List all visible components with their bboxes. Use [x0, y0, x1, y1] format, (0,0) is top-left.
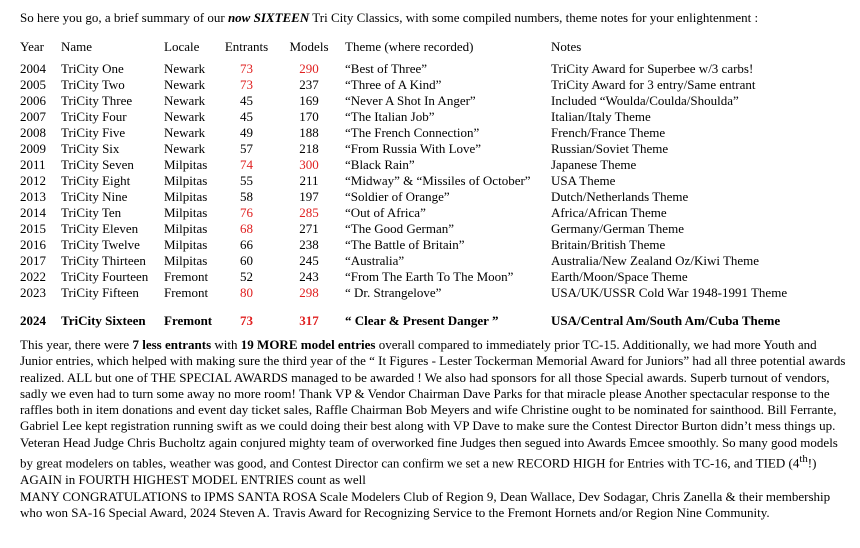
cell-models: 211: [299, 173, 319, 188]
header-notes: Notes: [551, 39, 582, 54]
cell-entrants: 45: [240, 109, 253, 124]
congratulations-paragraph: MANY CONGRATULATIONS to IPMS SANTA ROSA Scale Modelers Club of Region 9, Dean Wallace, Dev Sodagar, Chris Zanella & their membership who won SA-16 Special Award, 2024 Steven A. Travis Award for Recognizing Service to the Fremont Hornets and/or Region Nine Community.: [20, 489, 831, 521]
table-row: [20, 285, 787, 301]
table-spacer-row: [20, 301, 787, 313]
cell-models: 290: [299, 61, 319, 76]
table-header-row: [20, 37, 787, 61]
cell-year: 2023: [20, 285, 46, 300]
cell-year: 2014: [20, 205, 46, 220]
cell-year: 2012: [20, 173, 46, 188]
table-row: [20, 157, 787, 173]
cell-models: 197: [299, 189, 319, 204]
cell-name: TriCity Seven: [61, 157, 134, 172]
cell-name: TriCity Six: [61, 141, 120, 156]
cell-notes: Australia/New Zealand Oz/Kiwi Theme: [551, 253, 760, 268]
cell-theme: “The Battle of Britain”: [345, 237, 465, 252]
cell-entrants: 52: [240, 269, 253, 284]
cell-name: TriCity Three: [61, 93, 133, 108]
p1-bold-less-entrants: 7 less entrants: [132, 337, 212, 352]
cell-entrants: 60: [240, 253, 253, 268]
cell-entrants: 76: [240, 205, 253, 220]
cell-notes: Africa/African Theme: [551, 205, 667, 220]
cell-notes: Earth/Moon/Space Theme: [551, 269, 688, 284]
intro-emphasis: now SIXTEEN: [227, 10, 310, 25]
cell-theme: “Black Rain”: [345, 157, 415, 172]
cell-locale: Milpitas: [164, 157, 208, 172]
cell-year: 2004: [20, 61, 46, 76]
cell-entrants: 68: [240, 221, 253, 236]
cell-name: TriCity Thirteen: [61, 253, 146, 268]
cell-models: 170: [299, 109, 319, 124]
cell-notes: USA/Central Am/South Am/Cuba Theme: [551, 313, 781, 328]
p1-text-3: overall compared to immediately prior TC-15. Additionally, we had more Youth and Junior entries, which helped with making sure the third year of the “ It Figures - Lester Tockerman Memorial Award for Juniors” had all three potential awards realized. ALL but one of THE SPECIAL AWARDS managed to be awarded ! We also had sponsors for all those Special awards. Superb turnout of vendors, sadly we even had to turn some away no more room! Thank VP & Vendor Chairman Dave Parks for that miracle please Another spectacular response to the raffles both in item donations and event day ticket sales, Raffle Chairman Bob Meyers and wife Christine ought to be nominated for sainthood. Bill Ferrante, Gabriel Lee kept registration running swift as we could doing their best along with VP Dave to make sure the Contest Director Burton didn’t mess things up. Veteran Head Judge Chris Bucholtz again conjured mighty team of overworked fine Judges then segued into Awards Emcee smoothly. So many good models by great modelers on tables, weather was good, and Contest Director can confirm we set a new RECORD HIGH for Entries with TC-16, and TIED (4: [20, 337, 846, 471]
cell-models: 237: [299, 77, 319, 92]
cell-theme: “The French Connection”: [345, 125, 480, 140]
cell-theme: “Australia”: [345, 253, 405, 268]
cell-year: 2011: [20, 157, 46, 172]
cell-locale: Fremont: [164, 269, 209, 284]
header-entrants: Entrants: [224, 39, 269, 54]
table-row: [20, 77, 787, 93]
cell-entrants: 73: [240, 313, 253, 328]
cell-models: 300: [299, 157, 319, 172]
cell-notes: USA Theme: [551, 173, 616, 188]
cell-year: 2007: [20, 109, 46, 124]
cell-locale: Newark: [164, 61, 206, 76]
cell-entrants: 73: [240, 77, 253, 92]
cell-name: TriCity Fourteen: [61, 269, 149, 284]
cell-entrants: 80: [240, 285, 253, 300]
cell-locale: Newark: [164, 93, 206, 108]
cell-name: TriCity Eight: [61, 173, 131, 188]
cell-theme: “Out of Africa”: [345, 205, 426, 220]
cell-theme: “Soldier of Orange”: [345, 189, 450, 204]
cell-theme: “The Italian Job”: [345, 109, 435, 124]
header-name: Name: [61, 39, 93, 54]
cell-entrants: 73: [240, 61, 253, 76]
cell-models: 245: [299, 253, 319, 268]
cell-locale: Milpitas: [164, 189, 208, 204]
cell-notes: TriCity Award for 3 entry/Same entrant: [551, 77, 756, 92]
table-row: [20, 93, 787, 109]
cell-models: 317: [299, 313, 319, 328]
cell-theme: “From The Earth To The Moon”: [345, 269, 514, 284]
cell-theme: “ Clear & Present Danger ”: [345, 313, 499, 328]
table-row: [20, 253, 787, 269]
header-year: Year: [20, 39, 44, 54]
cell-models: 218: [299, 141, 319, 156]
p1-text-4: !) AGAIN in FOURTH HIGHEST MODEL ENTRIES count as well: [20, 455, 817, 487]
cell-notes: Italian/Italy Theme: [551, 109, 651, 124]
intro-text-after: Tri City Classics, with some compiled numbers, theme notes for your enlightenment :: [309, 10, 759, 25]
header-models: Models: [289, 39, 329, 54]
table-row: [20, 269, 787, 285]
cell-name: TriCity Eleven: [61, 221, 139, 236]
cell-notes: USA/UK/USSR Cold War 1948-1991 Theme: [551, 285, 788, 300]
cell-name: TriCity Sixteen: [61, 313, 146, 328]
table-row: [20, 141, 787, 157]
cell-name: TriCity Twelve: [61, 237, 140, 252]
table-row: [20, 125, 787, 141]
table-row: [20, 221, 787, 237]
cell-entrants: 58: [240, 189, 253, 204]
table-body: [20, 37, 787, 329]
cell-locale: Milpitas: [164, 253, 208, 268]
cell-locale: Fremont: [164, 313, 213, 328]
cell-locale: Newark: [164, 141, 206, 156]
cell-entrants: 57: [240, 141, 253, 156]
cell-notes: Japanese Theme: [551, 157, 637, 172]
cell-name: TriCity Ten: [61, 205, 122, 220]
cell-year: 2005: [20, 77, 46, 92]
cell-models: 243: [299, 269, 319, 284]
p1-bold-more-models: 19 MORE model entries: [240, 337, 376, 352]
cell-notes: Britain/British Theme: [551, 237, 666, 252]
cell-locale: Milpitas: [164, 205, 208, 220]
table-row: [20, 61, 787, 77]
cell-models: 285: [299, 205, 319, 220]
cell-locale: Fremont: [164, 285, 209, 300]
cell-theme: “Never A Shot In Anger”: [345, 93, 476, 108]
classics-summary-table: [20, 37, 787, 329]
intro-line: [20, 10, 758, 26]
cell-theme: “ Dr. Strangelove”: [345, 285, 442, 300]
cell-locale: Newark: [164, 109, 206, 124]
cell-theme: “Midway” & “Missiles of October”: [345, 173, 531, 188]
cell-locale: Milpitas: [164, 173, 208, 188]
table-row: [20, 173, 787, 189]
cell-notes: TriCity Award for Superbee w/3 carbs!: [551, 61, 754, 76]
cell-notes: Included “Woulda/Coulda/Shoulda”: [551, 93, 739, 108]
cell-notes: Germany/German Theme: [551, 221, 684, 236]
cell-notes: Russian/Soviet Theme: [551, 141, 669, 156]
cell-name: TriCity Nine: [61, 189, 128, 204]
table-row-current-year: [20, 313, 787, 329]
cell-locale: Milpitas: [164, 221, 208, 236]
cell-entrants: 66: [240, 237, 253, 252]
cell-year: 2017: [20, 253, 46, 268]
table-row: [20, 237, 787, 253]
cell-notes: French/France Theme: [551, 125, 666, 140]
cell-locale: Newark: [164, 125, 206, 140]
cell-locale: Milpitas: [164, 237, 208, 252]
cell-models: 298: [299, 285, 319, 300]
cell-name: TriCity Fifteen: [61, 285, 139, 300]
spacer-cell: [20, 301, 787, 313]
cell-notes: Dutch/Netherlands Theme: [551, 189, 689, 204]
cell-theme: “The Good German”: [345, 221, 455, 236]
table-row: [20, 205, 787, 221]
cell-models: 188: [299, 125, 319, 140]
cell-year: 2024: [20, 313, 46, 328]
cell-year: 2015: [20, 221, 46, 236]
table-row: [20, 189, 787, 205]
cell-entrants: 45: [240, 93, 253, 108]
header-theme: Theme (where recorded): [345, 39, 474, 54]
cell-entrants: 55: [240, 173, 253, 188]
cell-name: TriCity One: [61, 61, 124, 76]
cell-name: TriCity Four: [61, 109, 127, 124]
p1-text-2: with: [211, 337, 241, 352]
cell-models: 238: [299, 237, 319, 252]
cell-name: TriCity Five: [61, 125, 126, 140]
table-row: [20, 109, 787, 125]
cell-models: 271: [299, 221, 319, 236]
header-locale: Locale: [164, 39, 200, 54]
cell-models: 169: [299, 93, 319, 108]
cell-year: 2016: [20, 237, 46, 252]
p1-text-1: This year, there were: [20, 337, 133, 352]
cell-theme: “From Russia With Love”: [345, 141, 482, 156]
cell-year: 2008: [20, 125, 46, 140]
cell-year: 2022: [20, 269, 46, 284]
cell-year: 2013: [20, 189, 46, 204]
cell-entrants: 49: [240, 125, 253, 140]
cell-year: 2006: [20, 93, 46, 108]
cell-name: TriCity Two: [61, 77, 125, 92]
cell-locale: Newark: [164, 77, 206, 92]
p1-superscript: th: [799, 453, 808, 466]
cell-theme: “Best of Three”: [345, 61, 428, 76]
cell-entrants: 74: [240, 157, 253, 172]
cell-year: 2009: [20, 141, 46, 156]
intro-text-before: So here you go, a brief summary of our: [20, 10, 228, 25]
summary-paragraph: [20, 337, 850, 488]
cell-theme: “Three of A Kind”: [345, 77, 442, 92]
